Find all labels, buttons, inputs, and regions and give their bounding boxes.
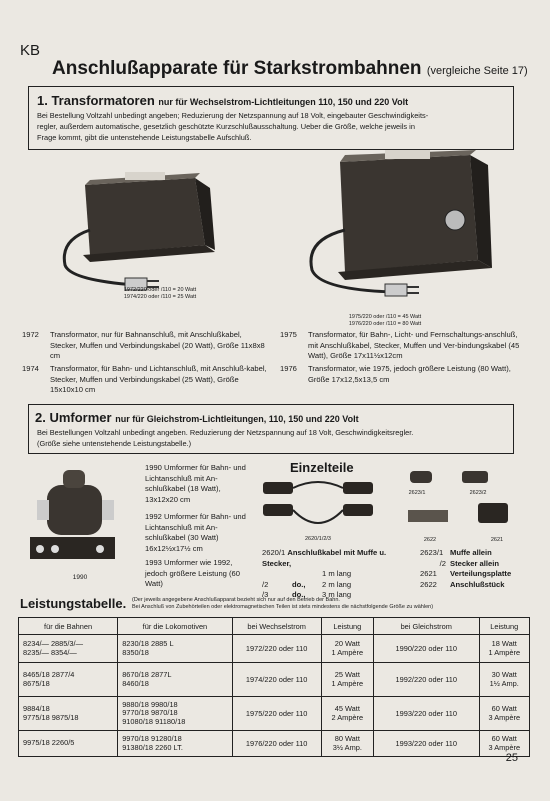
col-header: Leistung xyxy=(479,618,529,635)
table-heading: Leistungstabelle. xyxy=(20,596,127,611)
transformer-description: Bei Bestellung Voltzahl unbedingt angeben; Reduzierung der Netzspannung auf 18 Volt, eingebauter Geschwindigkeits- regler, außerdem automatische, gesetzlich geschützte Kurzschlußausschaltung. Ueber die Größe, welche jeweils in Frage kommt, gibt die untenstehende Leistungstabelle Aufschluß. xyxy=(37,111,429,142)
table-row xyxy=(19,635,530,663)
list-item: 2623/1 Muffe allein xyxy=(420,548,492,557)
list-item: 2620/1 Anschlußkabel mit Muffe u. Stecker, xyxy=(262,548,387,568)
cell: 60 Watt 3 Ampère xyxy=(479,731,529,757)
cell: 8234/— 2885/3/— 8235/— 8354/— xyxy=(19,635,118,663)
cell: 9975/18 2260/5 xyxy=(19,731,118,757)
transformer-section-box xyxy=(28,86,514,150)
table-row xyxy=(19,697,530,731)
item-1976: 1976 Transformator, wie 1975, jedoch größere Leistung (80 Watt), Größe 17x12,5x13,5 cm xyxy=(280,364,511,384)
col-header: bei Gleichstrom xyxy=(373,618,479,635)
col-header: für die Lokomotiven xyxy=(118,618,232,635)
list-item: 2622 Anschlußstück xyxy=(420,579,505,589)
umformer-section-box xyxy=(28,404,514,454)
umformer-image xyxy=(25,465,125,575)
list-item: /2 Stecker allein xyxy=(439,558,499,568)
umformer-description: Bei Bestellungen Voltzahl unbedingt angeben. Reduzierung der Netzspannung auf 18 Volt, Geschwindigkeitsregler. (Größe siehe untenstehende Leistungstabelle.) xyxy=(37,428,414,448)
cell: 60 Watt 3 Ampère xyxy=(479,697,529,731)
cell: 8465/18 2877/4 8675/18 xyxy=(19,663,118,697)
item-1990: 1990 Umformer für Bahn- und Lichtanschluß mit An-schlußkabel (18 Watt), 13x12x20 cm xyxy=(145,463,246,504)
part-2622-caption: 2622 xyxy=(423,537,437,543)
table-note: (Der jeweils angegebene Anschlußapparat bezieht sich nur auf den Betrieb der Bahn. Bei Anschluß von Zubehörteilen oder elektromagnetischen Teilen ist stets mindestens die nächstfolgende Größe zu wählen) xyxy=(132,597,434,610)
cell: 18 Watt 1 Ampère xyxy=(479,635,529,663)
cell: 45 Watt 2 Ampère xyxy=(321,697,373,731)
transformer-small-caption: 1972/220 oder /110 = 20 Watt 1974/220 oder /110 = 25 Watt xyxy=(123,287,197,300)
table-row xyxy=(19,663,530,697)
page-title: Anschlußapparate für Starkstrombahnen (vergleiche Seite 17) xyxy=(52,58,528,79)
item-1974: 1974 Transformator, für Bahn- und Lichtanschluß, mit Anschluß-kabel, Stecker, Muffen und Verbindungskabel (25 Watt), Größe 15x10x10 cm xyxy=(22,364,267,394)
part-2621-caption: 2621 xyxy=(490,537,504,543)
part-2623-1-caption: 2623/1 xyxy=(408,490,426,496)
cell: 1976/220 oder 110 xyxy=(232,731,321,757)
transformer-large-image xyxy=(300,150,500,310)
cell: 9970/18 91280/18 91380/18 2260 LT. xyxy=(118,731,232,757)
transformer-large-caption: 1975/220 oder /110 = 45 Watt 1976/220 oder /110 = 80 Watt xyxy=(348,314,422,327)
cable-caption: 2620/1/2/3 xyxy=(305,536,331,542)
part-2623-2-caption: 2623/2 xyxy=(469,490,487,496)
einzelteile-heading: Einzelteile xyxy=(290,460,354,475)
cell: 8670/18 2877L 8460/18 xyxy=(118,663,232,697)
cell: 1975/220 oder 110 xyxy=(232,697,321,731)
transformer-heading: 1. Transformatoren nur für Wechselstrom-Lichtleitungen 110, 150 und 220 Volt xyxy=(37,93,409,108)
parts-image xyxy=(400,465,520,535)
list-item: /3 do., 3 m lang xyxy=(262,590,352,599)
performance-table xyxy=(18,617,530,757)
cell: 20 Watt 1 Ampère xyxy=(321,635,373,663)
item-1993: 1993 Umformer wie 1992, jedoch größere Leistung (60 Watt) xyxy=(145,558,240,588)
col-header: bei Wechselstrom xyxy=(232,618,321,635)
cell: 25 Watt 1 Ampère xyxy=(321,663,373,697)
list-item: /2 do., 2 m lang xyxy=(262,579,352,589)
cell: 1972/220 oder 110 xyxy=(232,635,321,663)
cell: 1993/220 oder 110 xyxy=(373,731,479,757)
item-1992: 1992 Umformer für Bahn- und Lichtanschluß mit An-schlußkabel (30 Watt) 16x12½x17½ cm xyxy=(145,512,246,553)
item-1975: 1975 Transformator, für Bahn-, Licht- und Fernschaltungs-anschluß, mit Anschlußkabel, Stecker, Muffen und Ver-bindungskabel (45 Watt), Größe 17x11½x12cm xyxy=(280,330,520,360)
list-item: 2621 Verteilungsplatte xyxy=(420,569,512,578)
cell: 80 Watt 3½ Amp. xyxy=(321,731,373,757)
page-number: 25 xyxy=(505,752,518,764)
cell: 30 Watt 1½ Amp. xyxy=(479,663,529,697)
cell: 8230/18 2885 L 8350/18 xyxy=(118,635,232,663)
cable-image xyxy=(258,476,383,538)
catalog-code: KB xyxy=(20,42,41,59)
cell: 1993/220 oder 110 xyxy=(373,697,479,731)
umformer-heading: 2. Umformer nur für Gleichstrom-Lichtleitungen, 110, 150 und 220 Volt xyxy=(35,410,359,425)
umformer-photo-caption: 1990 xyxy=(72,574,88,581)
cell: 1990/220 oder 110 xyxy=(373,635,479,663)
cell: 1992/220 oder 110 xyxy=(373,663,479,697)
table-row xyxy=(19,731,530,757)
einzelteile-left-list: 2620/1 Anschlußkabel mit Muffe u. Stecker, 1 m lang /2 do., 2 m lang /3 do., 3 m lang xyxy=(262,548,412,601)
item-1972: 1972 Transformator, nur für Bahnanschluß, mit Anschlußkabel, Stecker, Muffen und Verbindungskabel (20 Watt), Größe 11x8x8 cm xyxy=(22,330,265,360)
page-subtitle: (vergleiche Seite 17) xyxy=(426,65,528,77)
col-header: Leistung xyxy=(321,618,373,635)
table-header-row xyxy=(19,618,530,635)
einzelteile-right-list xyxy=(420,548,535,590)
cell: 1974/220 oder 110 xyxy=(232,663,321,697)
col-header: für die Bahnen xyxy=(19,618,118,635)
cell: 9880/18 9980/18 9770/18 9870/18 91080/18 91180/18 xyxy=(118,697,232,731)
cell: 9884/18 9775/18 9875/18 xyxy=(19,697,118,731)
